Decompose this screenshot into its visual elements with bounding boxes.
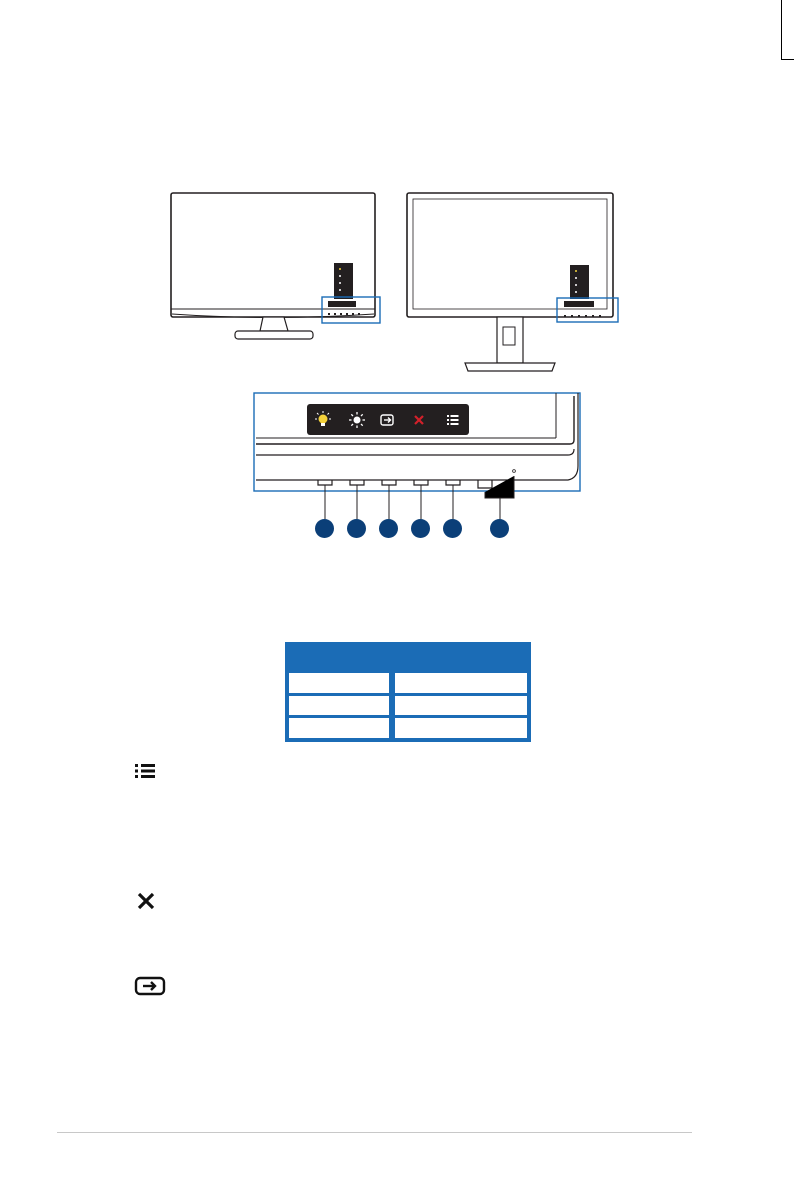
callout-2 [347,519,366,538]
table-cell [395,718,527,738]
callout-6 [490,519,509,538]
callout-4 [411,519,430,538]
table-cell [395,696,527,715]
monitor-right [407,193,618,371]
callout-3 [379,519,398,538]
footer-rule [57,1132,692,1133]
crop-mark-right [781,59,794,60]
input-icon [381,415,393,425]
table-cell [395,673,527,693]
table-cell [289,673,389,693]
input-icon [134,976,166,996]
close-icon [415,416,423,424]
monitor-illustrations [160,185,630,375]
menu-icon [134,763,158,779]
table-cell [289,696,389,715]
brightness-icon [349,412,365,428]
crop-mark-top [781,0,782,60]
eye-care-icon [315,411,331,426]
callout-1 [315,519,334,538]
close-icon [136,891,156,911]
osd-icons [307,404,469,435]
menu-icon [447,415,459,425]
monitor-left [171,193,380,339]
callout-5 [443,519,462,538]
info-table [285,642,531,742]
table-cell [289,718,389,738]
